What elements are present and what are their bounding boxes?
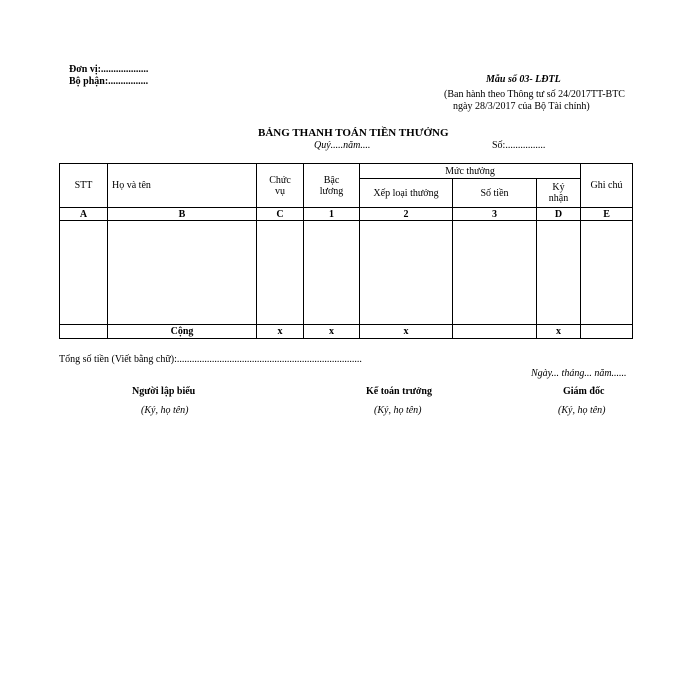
table-cell — [360, 221, 453, 325]
total-mark: x — [537, 325, 581, 339]
column-code: C — [257, 208, 304, 221]
quarter-year: Quý.....năm.... — [314, 140, 371, 151]
column-code: 3 — [453, 208, 537, 221]
header-amount: Số tiền — [453, 179, 537, 208]
header-notes: Ghi chú — [581, 164, 633, 208]
chief-accountant-sign-note: (Ký, họ tên) — [374, 405, 422, 416]
table-cell — [108, 221, 257, 325]
form-number: Mẫu số 03- LĐTL — [486, 74, 561, 85]
table-cell — [60, 325, 108, 339]
column-code-row — [60, 208, 633, 221]
chief-accountant-title: Kế toán trưởng — [366, 386, 432, 397]
total-row — [60, 325, 633, 339]
total-mark: x — [360, 325, 453, 339]
date-line: Ngày... tháng... năm...... — [531, 368, 627, 379]
preparer-sign-note: (Ký, họ tên) — [141, 405, 189, 416]
unit-field: Đơn vị:................... — [69, 64, 149, 75]
header-position: Chức vụ — [257, 164, 304, 208]
table-cell — [257, 221, 304, 325]
column-code: D — [537, 208, 581, 221]
header-signature: Ký nhận — [537, 179, 581, 208]
document-title: BẢNG THANH TOÁN TIỀN THƯỞNG — [258, 127, 449, 139]
bonus-table — [59, 163, 633, 339]
column-code: A — [60, 208, 108, 221]
column-code: B — [108, 208, 257, 221]
issued-by-line1: (Ban hành theo Thông tư số 24/2017TT-BTC — [444, 89, 625, 100]
header-stt: STT — [60, 164, 108, 208]
preparer-title: Người lập biểu — [132, 386, 196, 397]
table-cell — [453, 221, 537, 325]
table-cell — [304, 221, 360, 325]
total-mark: x — [257, 325, 304, 339]
total-in-words: Tổng số tiền (Viết bằng chữ):.......................................................................... — [59, 354, 362, 365]
department-field: Bộ phận:................ — [69, 76, 149, 87]
total-mark: x — [304, 325, 360, 339]
table-row — [60, 221, 633, 325]
table-cell — [581, 325, 633, 339]
column-code: E — [581, 208, 633, 221]
table-cell — [581, 221, 633, 325]
director-title: Giám đốc — [563, 386, 605, 397]
column-code: 1 — [304, 208, 360, 221]
director-sign-note: (Ký, họ tên) — [558, 405, 606, 416]
table-cell — [60, 221, 108, 325]
table-cell — [537, 221, 581, 325]
total-mark — [453, 325, 537, 339]
header-salary-grade: Bậc lương — [304, 164, 360, 208]
header-full-name: Họ và tên — [108, 164, 257, 208]
column-code: 2 — [360, 208, 453, 221]
issued-by-line2: ngày 28/3/2017 của Bộ Tài chính) — [453, 101, 590, 112]
document-number: Số:................ — [492, 140, 546, 151]
header-bonus-group: Mức thưởng — [360, 164, 581, 179]
total-label: Cộng — [108, 325, 257, 339]
header-bonus-rating: Xếp loại thưởng — [360, 179, 453, 208]
